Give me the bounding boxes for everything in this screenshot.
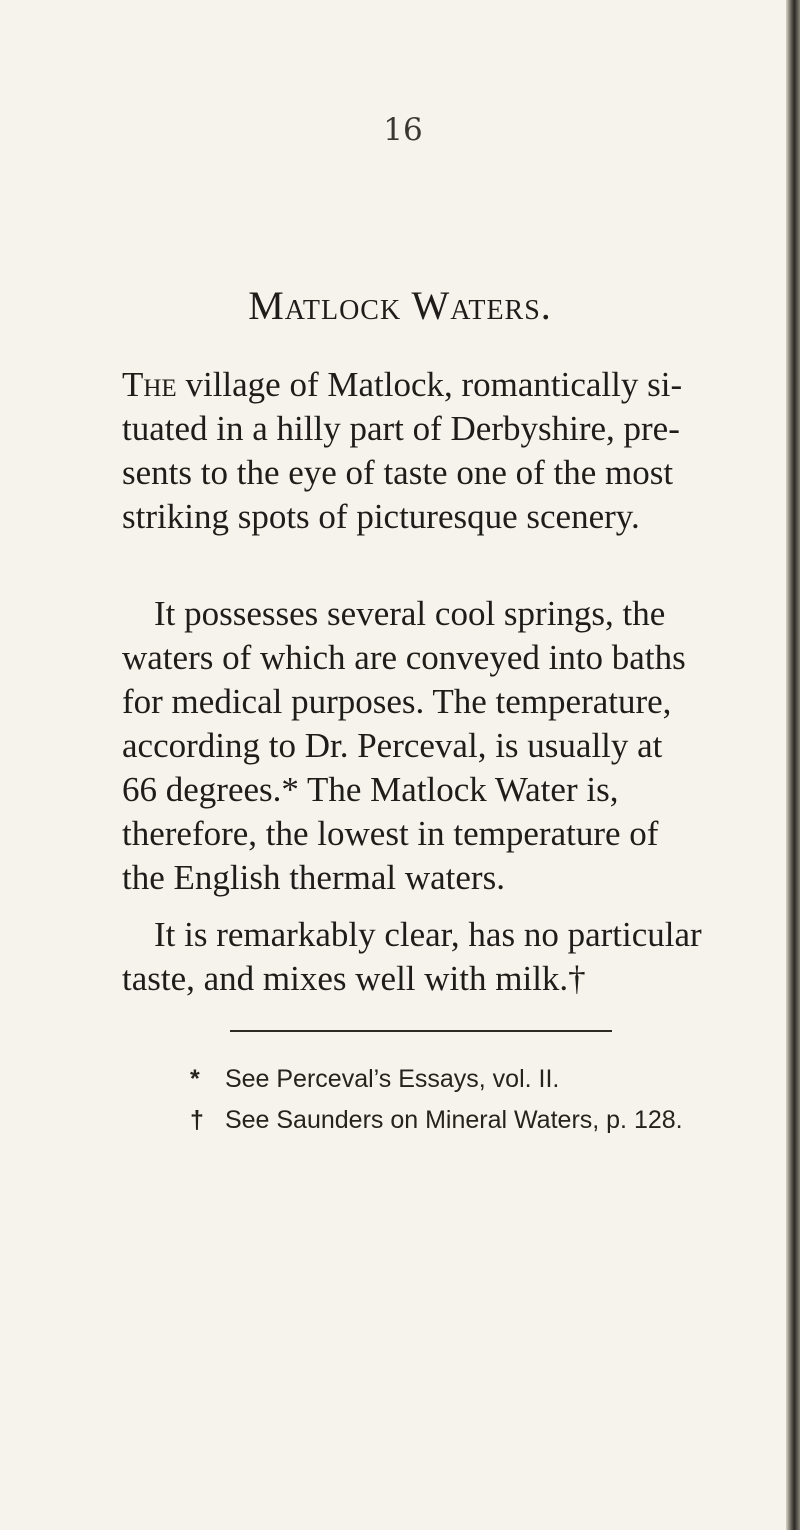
paragraph-line: according to Dr. Perceval, is usually at (122, 726, 663, 765)
line-text: village of Matlock, romantically si- (176, 365, 683, 404)
footnote-text: See Perceval’s Essays, vol. II. (224, 1065, 560, 1093)
page-title: Matlock Waters. (248, 283, 552, 328)
paragraph-line: tuated in a hilly part of Derbyshire, pre- (122, 409, 680, 448)
paragraph-line: striking spots of picturesque scenery. (122, 497, 640, 536)
page-binding-edge (786, 0, 800, 1530)
paragraph-line (122, 363, 762, 407)
page-number: 16 (383, 112, 423, 148)
paragraph-line: taste, and mixes well with milk.† (122, 959, 586, 998)
footnote-text: See Saunders on Mineral Waters, p. 128. (224, 1106, 683, 1134)
paragraph-line: 66 degrees.* The Matlock Water is, (122, 770, 619, 809)
line-text: It is remarkably clear, has no particular (154, 915, 702, 954)
lead-word: The (122, 365, 177, 404)
paragraph-line (122, 913, 762, 957)
paragraph-line (122, 592, 762, 636)
paragraph-line: sents to the eye of taste one of the most (122, 453, 674, 492)
paragraph-line: for medical purposes. The temperature, (122, 682, 672, 721)
paragraph-intro (122, 363, 762, 539)
line-text: It possesses several cool springs, the (154, 594, 666, 633)
footnote-saunders (190, 1106, 683, 1135)
paragraph-springs (122, 592, 762, 900)
paragraph-line: the English thermal waters. (122, 858, 505, 897)
footnote-perceval (190, 1065, 559, 1094)
footnote-divider (230, 1030, 612, 1032)
footnote-mark: * (190, 1065, 200, 1093)
paragraph-clarity (122, 913, 762, 1001)
footnote-mark: † (190, 1106, 204, 1134)
paragraph-line: waters of which are conveyed into baths (122, 638, 686, 677)
paragraph-line: therefore, the lowest in temperature of (122, 814, 659, 853)
